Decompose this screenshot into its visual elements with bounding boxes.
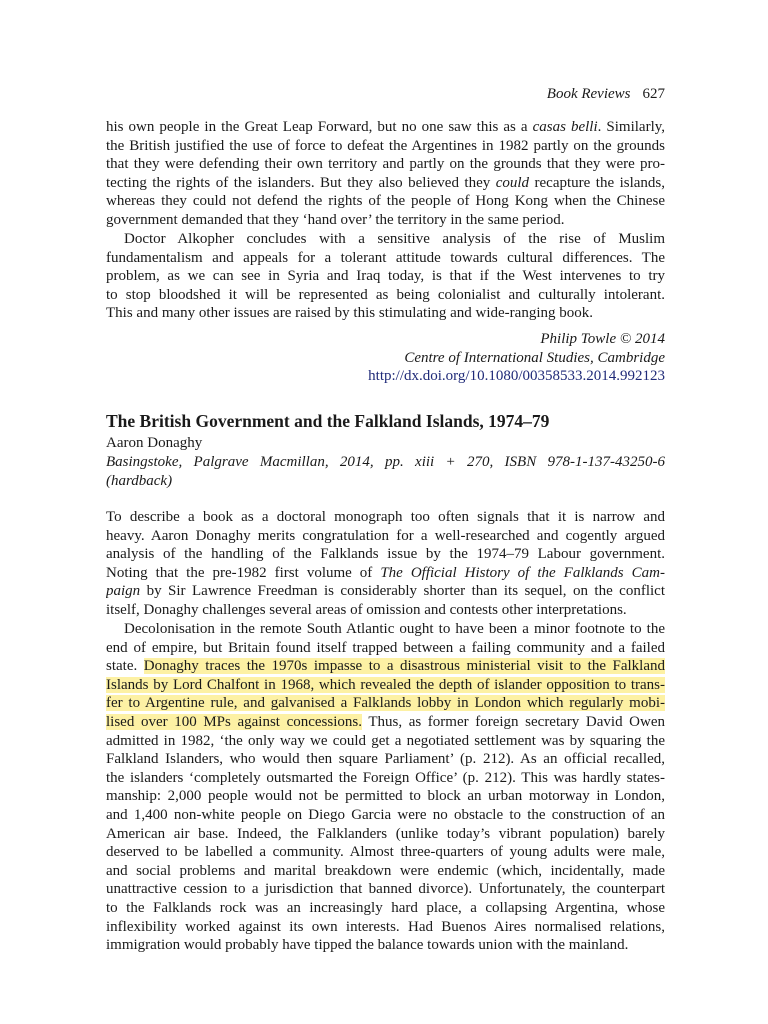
text-line: and social problems and marital breakdown were endemic (which, incidentally, made bbox=[106, 862, 665, 879]
reviewer-name: Philip Towle © 2014 bbox=[540, 331, 665, 347]
text-line: admitted in 1982, ‘the only way we could get a negotiated settlement was by squaring the bbox=[106, 732, 665, 749]
highlighted-text: Islands by Lord Chalfont in 1968, which revealed the depth of islander opposition to trans- bbox=[106, 676, 665, 693]
text-line: paign by Sir Lawrence Freedman is considerably shorter than its sequel, on the conflict bbox=[106, 583, 665, 600]
text-line bbox=[106, 694, 665, 713]
text-line: end of empire, but Britain found itself trapped between a failing community and a failed bbox=[106, 639, 665, 656]
text-line: and 1,400 non-white people on Diego Garcia were no obstacle to the construction of an bbox=[106, 806, 665, 823]
text-line: (hardback) bbox=[106, 472, 173, 489]
text-line: heavy. Aaron Donaghy merits congratulation for a well-researched and cogently argued bbox=[106, 527, 665, 544]
text-line: inflexibility worked against its own interests. Had Buenos Aires normalised relations, bbox=[106, 918, 665, 935]
text-line: the islanders ‘completely outsmarted the Foreign Office’ (p. 212). This was hardly states- bbox=[106, 769, 665, 786]
highlighted-text: fer to Argentine rule, and galvanised a Falklands lobby in London which regularly mobi- bbox=[106, 695, 665, 712]
paragraph-intro bbox=[106, 508, 665, 620]
reviewer-affiliation: Centre of International Studies, Cambridge bbox=[404, 349, 665, 366]
text-line: problem, as we can see in Syria and Iraq today, is that if the West intervenes to try bbox=[106, 268, 665, 285]
text-line: lised over 100 MPs against concessions. Thus, as former foreign secretary David Owen bbox=[106, 713, 665, 730]
text-line: deserved to be labelled a community. Almost three-quarters of young adults were male, bbox=[106, 844, 665, 861]
page-number: 627 bbox=[642, 86, 665, 102]
running-head bbox=[547, 84, 665, 104]
text-line: Falkland Islanders, who would then square Parliament’ (p. 212). As an official recalled, bbox=[106, 751, 665, 768]
text-line: government demanded that they ‘hand over’ the territory in the same period. bbox=[106, 211, 565, 228]
text-line: American air base. Indeed, the Falklanders (unlike today’s vibrant population) barely bbox=[106, 825, 665, 842]
text-line: This and many other issues are raised by this stimulating and wide-ranging book. bbox=[106, 305, 593, 322]
journal-name: Book Reviews bbox=[546, 86, 631, 102]
text-line: to the Falklands rock was an increasingly hard place, a collapsing Argentina, whose bbox=[106, 899, 665, 916]
text-line: unattractive cession to a jurisdiction that banned divorce). Unfortunately, the counterpart bbox=[106, 881, 665, 898]
text-line: Noting that the pre-1982 first volume of The Official History of the Falklands Cam- bbox=[106, 564, 665, 581]
text-line: manship: 2,000 people would not be permitted to block an urban motorway in London, bbox=[106, 788, 665, 805]
publication-details bbox=[106, 453, 665, 490]
doi-link[interactable]: http://dx.doi.org/10.1080/00358533.2014.992123 bbox=[368, 368, 665, 385]
text-line: To describe a book as a doctoral monograph too often signals that it is narrow and bbox=[106, 509, 665, 525]
highlighted-text: Donaghy traces the 1970s impasse to a disastrous ministerial visit to the Falkland bbox=[143, 658, 665, 675]
text-line: tecting the rights of the islanders. But they also believed they could recapture the islands, bbox=[106, 174, 665, 191]
text-line: that they were defending their own territory and partly on the grounds that they were pro- bbox=[106, 156, 665, 173]
text-line: Decolonisation in the remote South Atlantic ought to have been a minor footnote to the bbox=[124, 621, 665, 637]
text-line: the British justified the use of force to defeat the Argentines in 1982 partly on the grounds bbox=[106, 137, 665, 154]
paragraph-conclusion bbox=[106, 230, 665, 323]
text-line: Doctor Alkopher concludes with a sensitive analysis of the rise of Muslim bbox=[124, 231, 665, 247]
text-line bbox=[106, 676, 665, 695]
review-title: The British Government and the Falkland Islands, 1974–79 bbox=[106, 411, 550, 431]
paragraph-body bbox=[106, 620, 665, 955]
text-line: fundamentalism and appeals for a tolerant attitude towards cultural differences. The bbox=[106, 249, 665, 266]
book-author: Aaron Donaghy bbox=[106, 435, 203, 451]
highlighted-text: lised over 100 MPs against concessions. bbox=[106, 713, 362, 730]
text-line: analysis of the handling of the Falklands issue by the 1974–79 Labour government. bbox=[106, 546, 665, 563]
text-line: itself, Donaghy challenges several areas of omission and contests other interpretations. bbox=[106, 601, 627, 618]
paragraph-continuation bbox=[106, 118, 665, 230]
text-line: whereas they could not defend the rights of the people of Hong Kong when the Chinese bbox=[106, 193, 665, 210]
reviewer-signature bbox=[245, 330, 665, 386]
text-line: immigration would probably have tipped the balance towards union with the mainland. bbox=[106, 937, 629, 954]
text-line: Basingstoke, Palgrave Macmillan, 2014, pp. xiii + 270, ISBN 978-1-137-43250-6 bbox=[106, 454, 665, 470]
text-line: his own people in the Great Leap Forward, but no one saw this as a casas belli. Similarly, bbox=[106, 119, 665, 135]
text-line: state. Donaghy traces the 1970s impasse to a disastrous ministerial visit to the Falkland bbox=[106, 658, 665, 675]
text-line: to stop bloodshed it will be represented as being colonialist and culturally intolerant. bbox=[106, 286, 665, 303]
